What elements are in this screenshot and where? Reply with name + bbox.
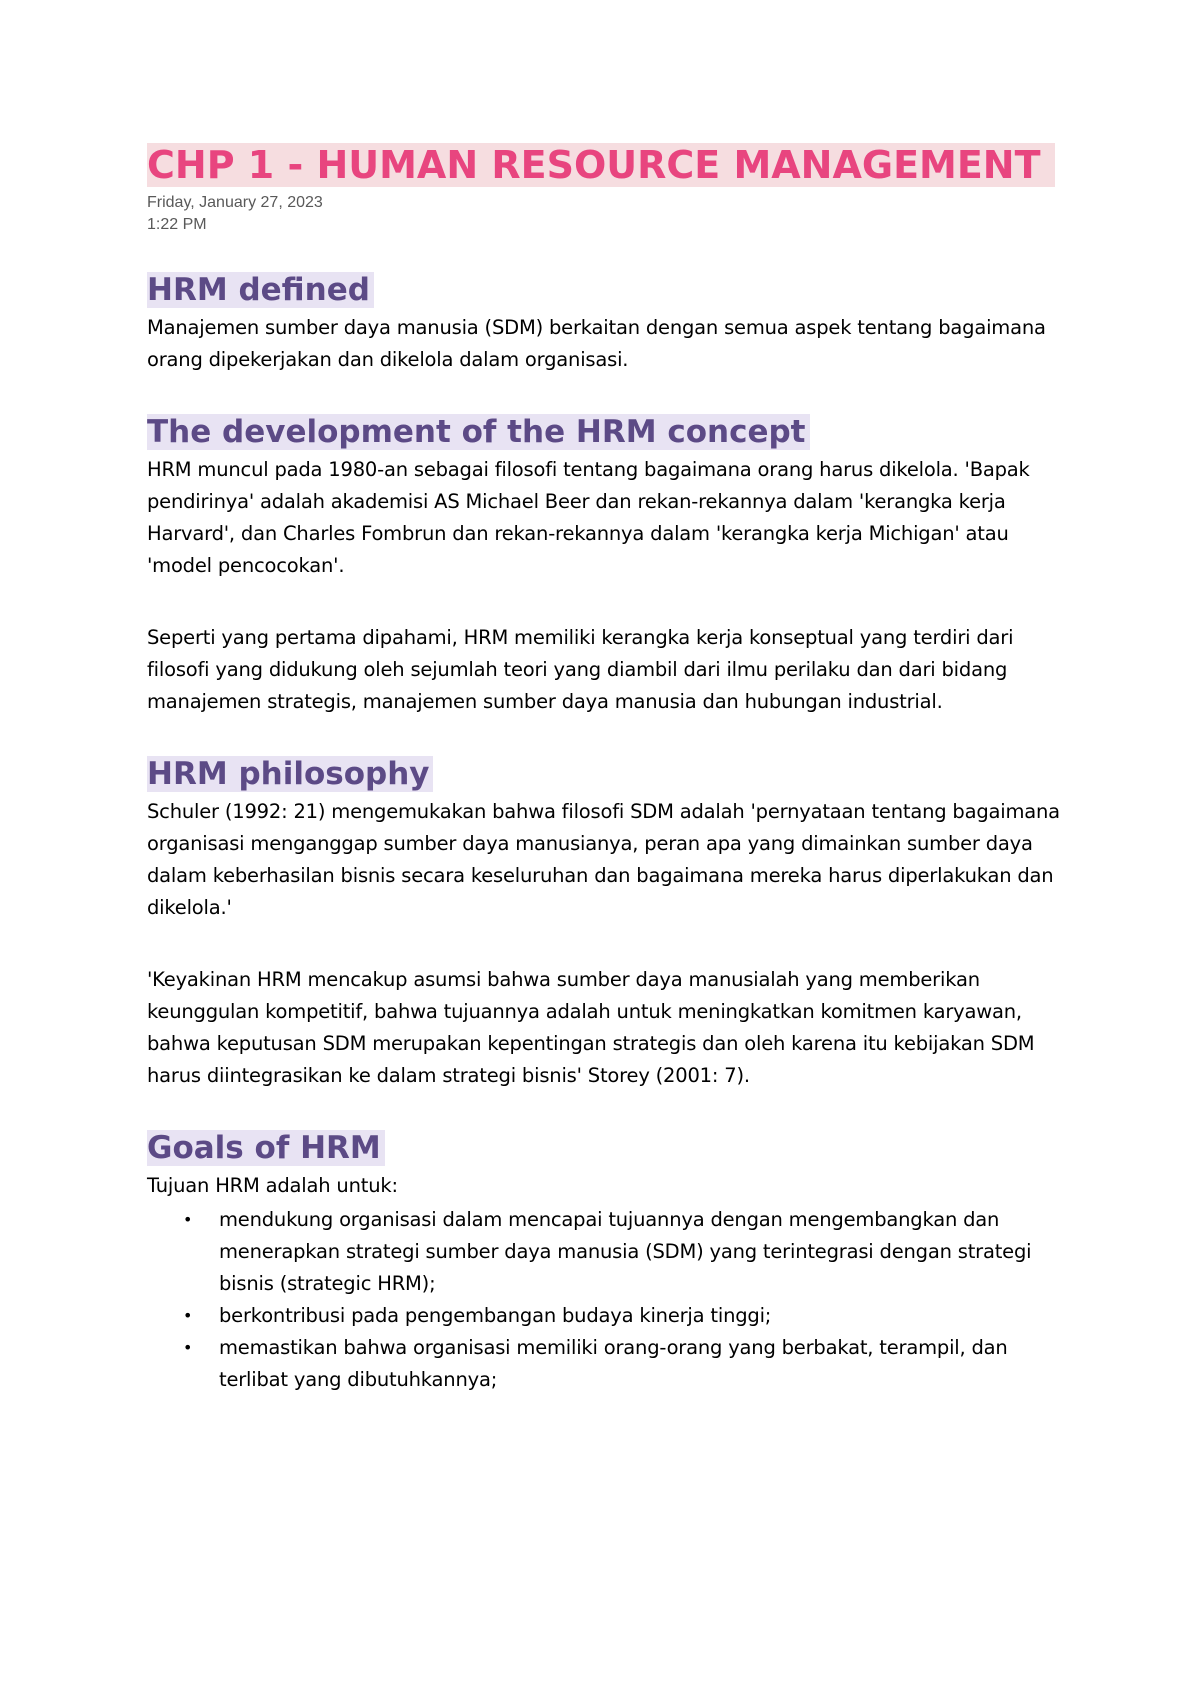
list-item bbox=[147, 1332, 1067, 1396]
list-item-text: memastikan bahwa organisasi memiliki orang-orang yang berbakat, terampil, dan terlibat yang dibutuhkannya; bbox=[219, 1336, 1008, 1391]
section-development bbox=[147, 412, 1067, 718]
goals-list bbox=[147, 1204, 1067, 1396]
section-heading bbox=[147, 754, 1067, 794]
section-hrm-defined bbox=[147, 270, 1067, 376]
paragraph: Seperti yang pertama dipahami, HRM memiliki kerangka kerja konseptual yang terdiri dari filosofi yang didukung oleh sejumlah teori yang diambil dari ilmu perilaku dan dari bidang manajemen strategis, manajemen sumber daya manusia dan hubungan industrial. bbox=[147, 626, 1014, 713]
page-metadata bbox=[147, 192, 1067, 236]
paragraph: 'Keyakinan HRM mencakup asumsi bahwa sumber daya manusialah yang memberikan keunggulan kompetitif, bahwa tujuannya adalah untuk meningkatkan komitmen karyawan, bahwa keputusan SDM merupakan kepentingan strategis dan oleh karena itu kebijakan SDM harus diintegrasikan ke dalam strategi bisnis' Storey (2001: 7). bbox=[147, 968, 1035, 1087]
page-date: Friday, January 27, 2023 bbox=[147, 194, 323, 211]
note-page bbox=[147, 140, 1067, 1396]
section-heading bbox=[147, 270, 1067, 310]
page-time: 1:22 PM bbox=[147, 216, 207, 233]
paragraph: HRM muncul pada 1980-an sebagai filosofi tentang bagaimana orang harus dikelola. 'Bapak pendirinya' adalah akademisi AS Michael Beer dan rekan-rekannya dalam 'kerangka kerja Harvard', dan Charles Fombrun dan rekan-rekannya dalam 'kerangka kerja Michigan' atau 'model pencocokan'. bbox=[147, 458, 1030, 577]
section-heading-text: The development of the HRM concept bbox=[147, 414, 810, 450]
section-heading-text: HRM defined bbox=[147, 272, 374, 308]
section-heading-text: HRM philosophy bbox=[147, 756, 433, 792]
list-item-text: mendukung organisasi dalam mencapai tujuannya dengan mengembangkan dan menerapkan strategi sumber daya manusia (SDM) yang terintegrasi dengan strategi bisnis (strategic HRM); bbox=[219, 1208, 1032, 1295]
list-item-text: berkontribusi pada pengembangan budaya kinerja tinggi; bbox=[219, 1304, 772, 1327]
list-item bbox=[147, 1204, 1067, 1300]
section-philosophy bbox=[147, 754, 1067, 1092]
page-title bbox=[147, 140, 1067, 190]
section-heading bbox=[147, 1128, 1067, 1168]
page-title-text: CHP 1 - HUMAN RESOURCE MANAGEMENT bbox=[147, 143, 1055, 187]
bullet-icon: • bbox=[183, 1210, 193, 1229]
list-item bbox=[147, 1300, 1067, 1332]
paragraph: Manajemen sumber daya manusia (SDM) berkaitan dengan semua aspek tentang bagaimana orang dipekerjakan dan dikelola dalam organisasi. bbox=[147, 316, 1046, 371]
bullet-icon: • bbox=[183, 1306, 193, 1325]
bullet-icon: • bbox=[183, 1338, 193, 1357]
section-heading-text: Goals of HRM bbox=[147, 1130, 385, 1166]
paragraph: Schuler (1992: 21) mengemukakan bahwa filosofi SDM adalah 'pernyataan tentang bagaimana organisasi menganggap sumber daya manusianya, peran apa yang dimainkan sumber daya dalam keberhasilan bisnis secara keseluruhan dan bagaimana mereka harus diperlakukan dan dikelola.' bbox=[147, 800, 1060, 919]
section-heading bbox=[147, 412, 1067, 452]
section-goals bbox=[147, 1128, 1067, 1396]
paragraph: Tujuan HRM adalah untuk: bbox=[147, 1174, 398, 1197]
